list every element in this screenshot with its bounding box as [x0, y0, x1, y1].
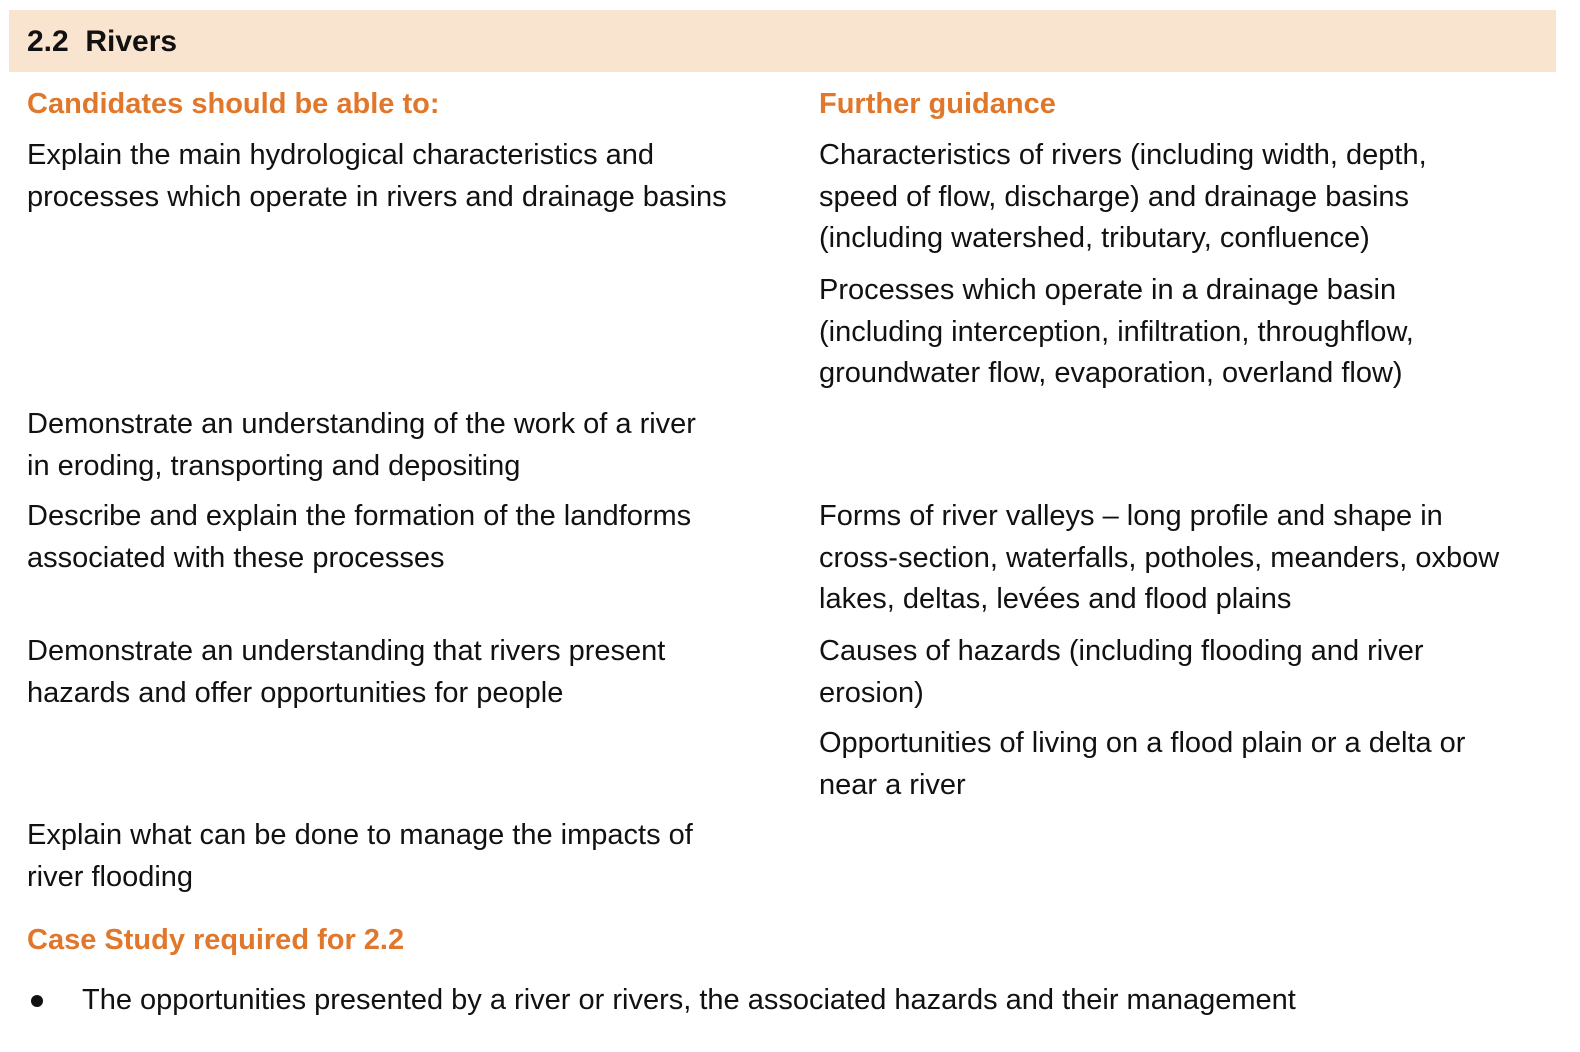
section-title: 2.2 Rivers — [27, 25, 178, 58]
guidance-drainage-processes: Processes which operate in a drainage basin (including interception, infiltration, throughflow, groundwater flow, evaporation, overland flow) — [819, 274, 1414, 389]
guidance-river-characteristics: Characteristics of rivers (including width, depth, speed of flow, discharge) and drainage basins (including watershed, tributary, confluence) — [819, 139, 1427, 254]
guidance-hazard-causes: Causes of hazards (including flooding and river erosion) — [819, 635, 1424, 709]
case-study-heading: Case Study required for 2.2 — [27, 924, 405, 956]
objective-flood-management: Explain what can be done to manage the impacts of river flooding — [27, 819, 693, 893]
objective-work-of-river: Demonstrate an understanding of the work of a river in eroding, transporting and depositing — [27, 408, 696, 482]
objective-hydrological: Explain the main hydrological characteristics and processes which operate in rivers and drainage basins — [27, 139, 727, 213]
section-header-bar — [9, 10, 1556, 72]
guidance-living-opportunities: Opportunities of living on a flood plain or a delta or near a river — [819, 727, 1466, 801]
further-guidance-heading: Further guidance — [819, 88, 1056, 120]
guidance-river-valley-forms: Forms of river valleys – long profile and shape in cross-section, waterfalls, potholes, meanders, oxbow lakes, deltas, levées and flood plains — [819, 500, 1500, 615]
objective-landforms: Describe and explain the formation of the landforms associated with these processes — [27, 500, 692, 574]
candidates-heading: Candidates should be able to: — [27, 88, 440, 120]
case-study-bullet-item — [27, 980, 1557, 1022]
bullet-icon — [31, 995, 43, 1007]
objective-hazards-opportunities: Demonstrate an understanding that rivers present hazards and offer opportunities for people — [27, 635, 666, 709]
case-study-bullet-text: The opportunities presented by a river or rivers, the associated hazards and their management — [82, 984, 1296, 1016]
